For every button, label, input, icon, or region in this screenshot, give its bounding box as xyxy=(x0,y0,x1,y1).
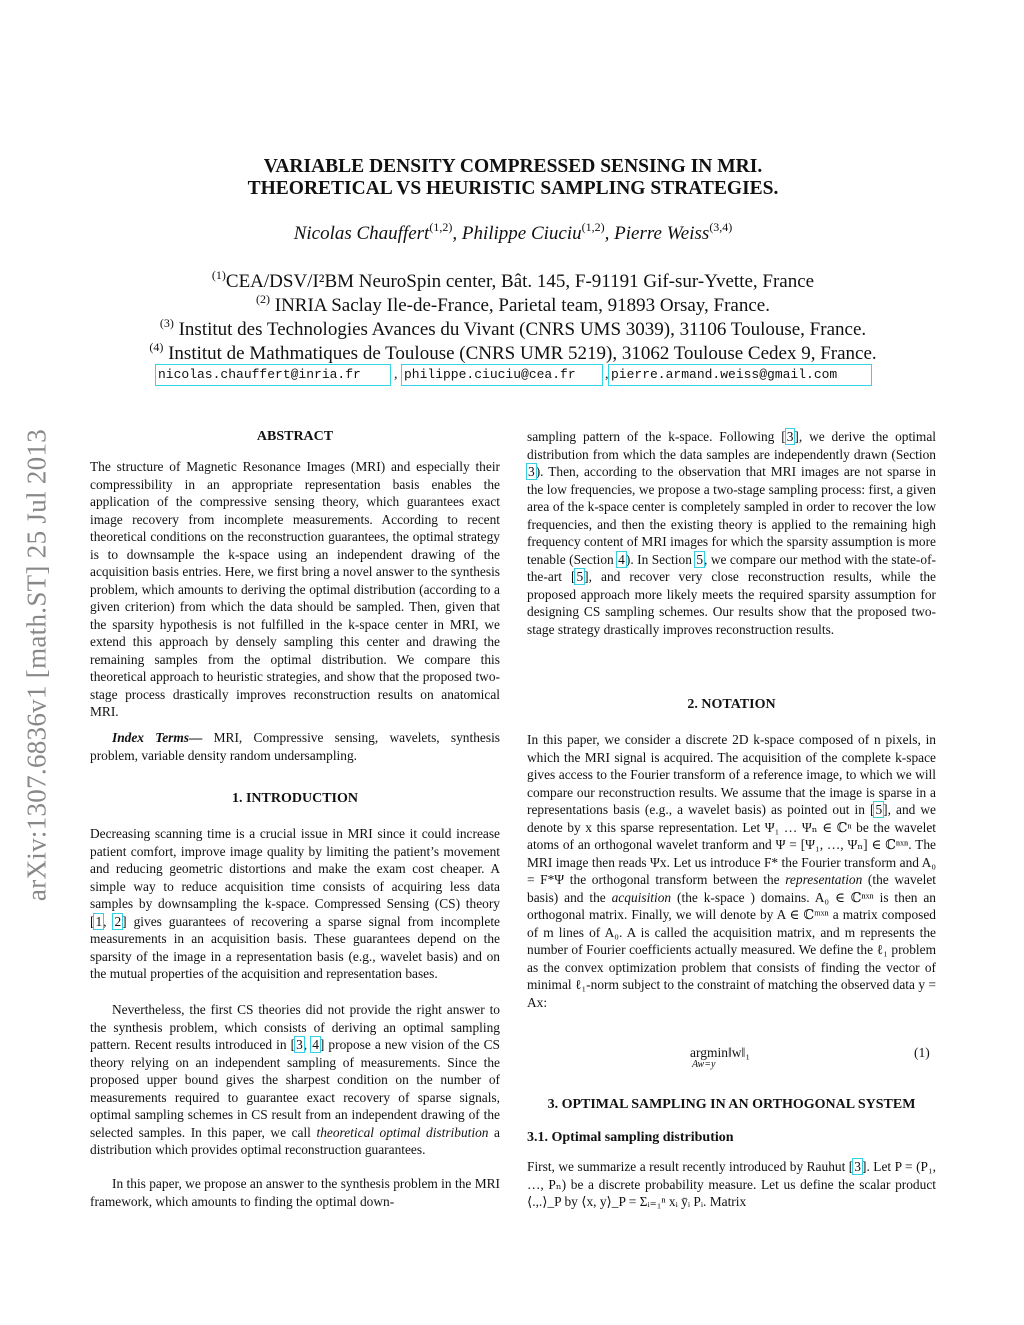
email-link-ciuciu[interactable]: philippe.ciuciu@cea.fr xyxy=(401,364,603,386)
email-link-weiss[interactable]: pierre.armand.weiss@gmail.com xyxy=(608,364,872,386)
index-terms-label: Index Terms— xyxy=(112,730,203,745)
section-link-3[interactable]: 3 xyxy=(528,464,535,479)
abstract-text: The structure of Magnetic Resonance Images (MRI) and especially their compressibility in an appropriate representation basis enables the application of the compressive sensing theory, which guarantees exact image recovery from incomplete measurements. According to recent theoretical conditions on the reconstruction guarantees, the optimal strategy is to downsample the k-space using an independent drawing of the acquisition basis entries. Here, we first bring a novel answer to the synthesis problem, which amounts to deriving the optimal distribution (according to a given criterion) from which the data should be sampled. Then, given that the sparsity hypothesis is not fulfilled in the k-space center in MRI, we extend this approach by densely sampling this center and drawing the remaining samples from the optimal distribution. We compare this theoretical approach to heuristic strategies, and show that the proposed two-stage process drastically improves reconstruction results on anatomical MRI. xyxy=(90,459,500,719)
title-line-2: THEORETICAL VS HEURISTIC SAMPLING STRATEGIES. xyxy=(247,178,779,199)
affiliation-3: $^{(3)}$ Institut des Technologies Avances du Vivant (CNRS UMS 3039), 31106 Toulouse, France. xyxy=(159,316,867,340)
affiliation-4: $^{(4)}$ Institut de Mathmatiques de Toulouse (CNRS UMR 5219), 31062 Toulouse Cedex 9, France. xyxy=(149,340,877,364)
introduction-heading: 1. INTRODUCTION xyxy=(231,791,358,806)
arxiv-watermark: arXiv:1307.6836v1 [math.ST] 25 Jul 2013 xyxy=(21,428,52,902)
email-link-chauffert[interactable]: nicolas.chauffert@inria.fr xyxy=(155,364,391,386)
title-line-1: VARIABLE DENSITY COMPRESSED SENSING IN MRI. xyxy=(263,156,763,177)
author-list: Nicolas Chauffert$^{(1,2)}$, Philippe Ciuciu$^{(1,2)}$, Pierre Weiss$^{(3,4)}$ xyxy=(293,220,733,244)
intro-continued-paragraph: sampling pattern of the k-space. Following [3], we derive the optimal distribution from which the data samples are independently drawn (Section 3). Then, according to the observation that MRI images are not sparse in the low frequencies, we propose a two-stage sampling process: first, a given area of the k-space center is completely sampled in order to recover the low frequencies, and then the existing theory is applied to the remaining high frequency content of MRI images for which the sparsity assumption is more tenable (Section 4). In Section 5, we compare our method with the state-of-the-art [5], and recover very close reconstruction results, while the proposed approach more likely meets the required sparsity assumption for designing CS sampling schemes. Our results show that the proposed two-stage strategy drastically improves reconstruction results. xyxy=(527,429,936,637)
intro-paragraph-2: Nevertheless, the first CS theories did not provide the right answer to the synthesis problem, which consists of deriving an optimal sampling pattern. Recent results introduced in [3, 4] propose a new vision of the CS theory relying on an independent sampling of measurements. Since the proposed upper bound gives the sharpest condition on the number of measurements required to guarantee exact recovery of sparse signals, optimal sampling schemes in CS result from an independent drawing of the selected samples. In this paper, we call theoretical optimal distribution a distribution which provides optimal reconstruction guarantees. xyxy=(90,1002,500,1157)
author-2: Philippe Ciuciu xyxy=(461,223,582,244)
citation-link-5[interactable]: 5 xyxy=(576,569,584,584)
citation-link-3c[interactable]: 3 xyxy=(854,1159,861,1174)
citation-link-2[interactable]: 2 xyxy=(114,913,122,929)
index-terms: Index Terms— MRI, Compressive sensing, wavelets, synthesis problem, variable density random undersampling. xyxy=(90,730,501,763)
abstract-heading: ABSTRACT xyxy=(256,429,334,444)
notation-paragraph: In this paper, we consider a discrete 2D k-space composed of n pixels, in which the MRI signal is acquired. The acquisition of the complete k-space gives access to the Fourier transform of a reference image, to which we will compare our reconstruction results. We assume that the image is sparse in a representations basis (e.g., a wavelet basis) as pointed out in [5], and we denote by x this sparse representation. Let Ψ₁ … Ψₙ ∈ ℂⁿ be the wavelet atoms of an orthogonal wavelet tranform and Ψ = [Ψ₁, …, Ψₙ] ∈ ℂⁿˣⁿ. The MRI image then reads Ψx. Let us introduce F* the Fourier transform and A₀ = F*Ψ the orthogonal transform between the representation (the wavelet basis) and the acquisition (the k-space ) domains. A₀ ∈ ℂⁿˣⁿ is then an orthogonal matrix. Finally, we will denote by A ∈ ℂᵐˣⁿ a matrix composed of m lines of A₀. A is called the acquisition matrix, and m represents the number of Fourier coefficients actually measured. We define the ℓ₁ problem as the convex optimization problem that consists of finding the vector of minimal ℓ₁-norm subject to the constraint of matching the observed data y = Ax: xyxy=(527,732,937,1010)
subsection-3-1-heading: 3.1. Optimal sampling distribution xyxy=(527,1130,734,1145)
citation-link-3b[interactable]: 3 xyxy=(786,429,794,444)
equation-subscript: Aw=y xyxy=(692,1059,716,1070)
citation-link-4[interactable]: 4 xyxy=(312,1037,319,1052)
equation-expression: argmin‖w‖₁ xyxy=(690,1045,751,1060)
citation-link-1[interactable]: 1 xyxy=(95,913,103,929)
citation-link-5b[interactable]: 5 xyxy=(875,802,883,817)
intro-paragraph-3: In this paper, we propose an answer to the synthesis problem in the MRI framework, which amounts to finding the optimal down- xyxy=(90,1176,500,1209)
subsection-3-1-paragraph: First, we summarize a result recently introduced by Rauhut [3]. Let P = (P₁, …, Pₙ) be a discrete probability measure. Let us define the scalar product ⟨.,.⟩_P by ⟨x, y⟩_P = Σᵢ₌₁ⁿ xᵢ ȳᵢ Pᵢ. Matrix xyxy=(527,1159,936,1209)
affiliation-2: $^{(2)}$ INRIA Saclay Ile-de-France, Parietal team, 91893 Orsay, France. xyxy=(256,292,770,316)
paper-title xyxy=(90,156,936,200)
author-3: Pierre Weiss xyxy=(614,223,710,244)
intro-paragraph-1: Decreasing scanning time is a crucial issue in MRI since it could increase patient comfort, improve image quality by limiting the patient’s movement and reducing geometric distortions and make the exam cost cheaper. A simple way to reduce acquisition time consists of acquiring less data samples by downsampling the k-space. Compressed Sensing (CS) theory [1, 2] gives guarantees of recovering a sparse signal from incomplete measurements in an acquisition basis. These guarantees depend on the sparsity of the image in a representation basis (e.g., wavelet basis) and on the mutual properties of the acquisition and representation bases. xyxy=(90,826,500,981)
notation-heading: 2. NOTATION xyxy=(687,697,776,712)
section-link-5[interactable]: 5 xyxy=(696,551,704,567)
citation-link-3[interactable]: 3 xyxy=(296,1037,303,1052)
section-3-heading: 3. OPTIMAL SAMPLING IN AN ORTHOGONAL SYSTEM xyxy=(547,1097,916,1112)
equation-1 xyxy=(690,1045,750,1070)
affiliation-1: $^{(1)}$CEA/DSV/I²BM NeuroSpin center, Bât. 145, F-91191 Gif-sur-Yvette, France xyxy=(211,268,815,292)
author-1: Nicolas Chauffert xyxy=(293,223,430,244)
equation-number: (1) xyxy=(914,1045,930,1060)
section-link-4[interactable]: 4 xyxy=(618,551,625,567)
